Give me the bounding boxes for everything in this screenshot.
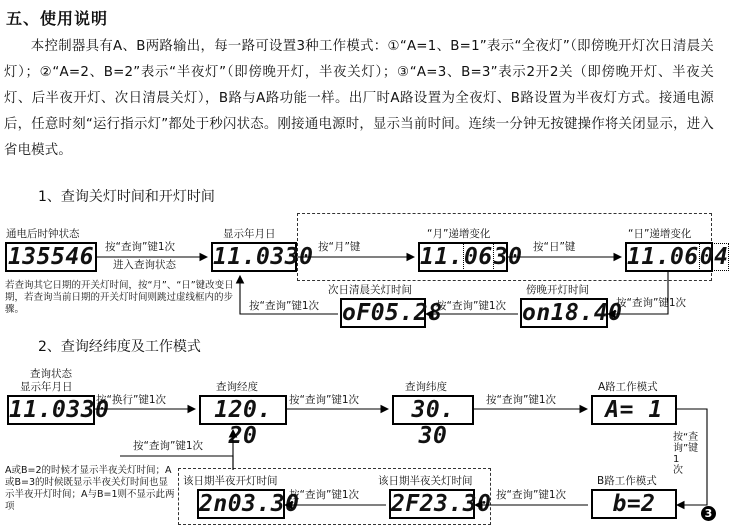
- page-number-badge: 3: [701, 506, 716, 521]
- action-day-key: 按“日”键: [533, 241, 576, 253]
- label-latitude: 查询纬度: [405, 381, 447, 393]
- display-month-suffix: 30: [493, 244, 523, 270]
- action-month-key: 按“月”键: [318, 241, 361, 253]
- section-title: 五、使用说明: [6, 9, 109, 28]
- display-latitude: 30. 30: [392, 395, 474, 425]
- display-longitude: 120. 20: [199, 395, 287, 425]
- display-day-prefix: 11.06: [627, 244, 699, 270]
- display-current-time: 135546: [5, 242, 97, 272]
- display-half-off: 2F23.30: [391, 491, 492, 517]
- action-query-lat: 按“查询”键1次: [486, 394, 557, 406]
- label-query-state: 查询状态: [30, 368, 72, 380]
- display-date: 11.0330: [213, 244, 314, 270]
- note-other-dates: 若查询其它日期的开关灯时间，按“月”、“日”键改变日期，若查询当前日期的开关灯时间则跳过虚线框内的步骤。: [5, 280, 234, 315]
- action-query-lon: 按“查询”键1次: [289, 394, 360, 406]
- flow1-title: 1、查询关灯时间和开灯时间: [38, 189, 215, 205]
- action-query-halfoff: 按“查询”键1次: [289, 489, 360, 501]
- action-query-vertical: 按“查询”键1次: [673, 432, 699, 476]
- label-morning-off: 次日清晨关灯时间: [328, 284, 412, 296]
- display-query-date: 11.0330: [9, 397, 110, 423]
- action-query-b: 按“查询”键1次: [496, 489, 567, 501]
- arrow-day-to-on: [608, 272, 668, 314]
- action-query-back: 按“查询”键1次: [249, 300, 320, 312]
- arrow-amode-to-bmode: [677, 409, 707, 505]
- display-month-prefix: 11.: [420, 244, 464, 270]
- action-enter-query: 进入查询状态: [113, 259, 176, 271]
- label-evening-on: 傍晚开灯时间: [526, 284, 589, 296]
- label-a-mode: A路工作模式: [598, 381, 658, 393]
- action-switch-key: 按“换行”键1次: [96, 394, 167, 406]
- label-show-date: 显示年月日: [223, 228, 276, 240]
- display-month-focus: 06: [464, 244, 493, 270]
- action-query-up: 按“查询”键1次: [133, 440, 204, 452]
- display-day-focus: 04: [699, 244, 729, 270]
- label-half-on: 该日期半夜开灯时间: [183, 475, 278, 487]
- display-off-time: oF05.28: [342, 300, 443, 326]
- flow2-title: 2、查询经纬度及工作模式: [38, 339, 201, 355]
- arrow-halfon-up-line: [120, 456, 233, 470]
- action-query-2: 按“查询”键1次: [436, 300, 507, 312]
- arrow-off-to-date: [240, 276, 338, 314]
- action-query-1: 按“查询”键1次: [105, 241, 176, 253]
- label-day-increment: “日”递增变化: [628, 228, 692, 240]
- display-on-time: on18.40: [522, 300, 623, 326]
- label-month-increment: “月”递增变化: [427, 228, 491, 240]
- label-b-mode: B路工作模式: [597, 475, 657, 487]
- label-query-date: 显示年月日: [20, 381, 73, 393]
- intro-text: 本控制器具有A、B两路输出，每一路可设置3种工作模式：①“A=1、B=1”表示“全夜灯”（即傍晚开灯次日清晨关灯）；②“A=2、B=2”表示“半夜灯”（即傍晚开灯，半夜关灯）；③“A=3、B=3”表示2开2关（即傍晚开灯、半夜关灯、后半夜开灯、次日清晨关灯），B路与A路功能一样。出厂时A路设置为全夜灯、B路设置为半夜灯方式。接通电源后，任意时刻“运行指示灯”都处于秒闪状态。刚接通电源时，显示当前时间。连续一分钟无按键操作将关闭显示，进入省电模式。: [4, 39, 714, 158]
- display-a-mode: A= 1: [591, 395, 677, 425]
- label-half-off: 该日期半夜关灯时间: [378, 475, 473, 487]
- display-b-mode: b=2: [591, 489, 677, 519]
- label-longitude: 查询经度: [216, 381, 258, 393]
- action-query-3: 按“查询”键1次: [616, 297, 687, 309]
- display-half-on: 2n03.30: [199, 491, 300, 517]
- note-half-night: A或B=2的时候才显示半夜关灯时间；A或B=3的时候既显示半夜关灯时间也显示半夜开灯时间；A与B=1则不显示此两项: [5, 465, 175, 512]
- label-power-on: 通电后时钟状态: [6, 228, 80, 240]
